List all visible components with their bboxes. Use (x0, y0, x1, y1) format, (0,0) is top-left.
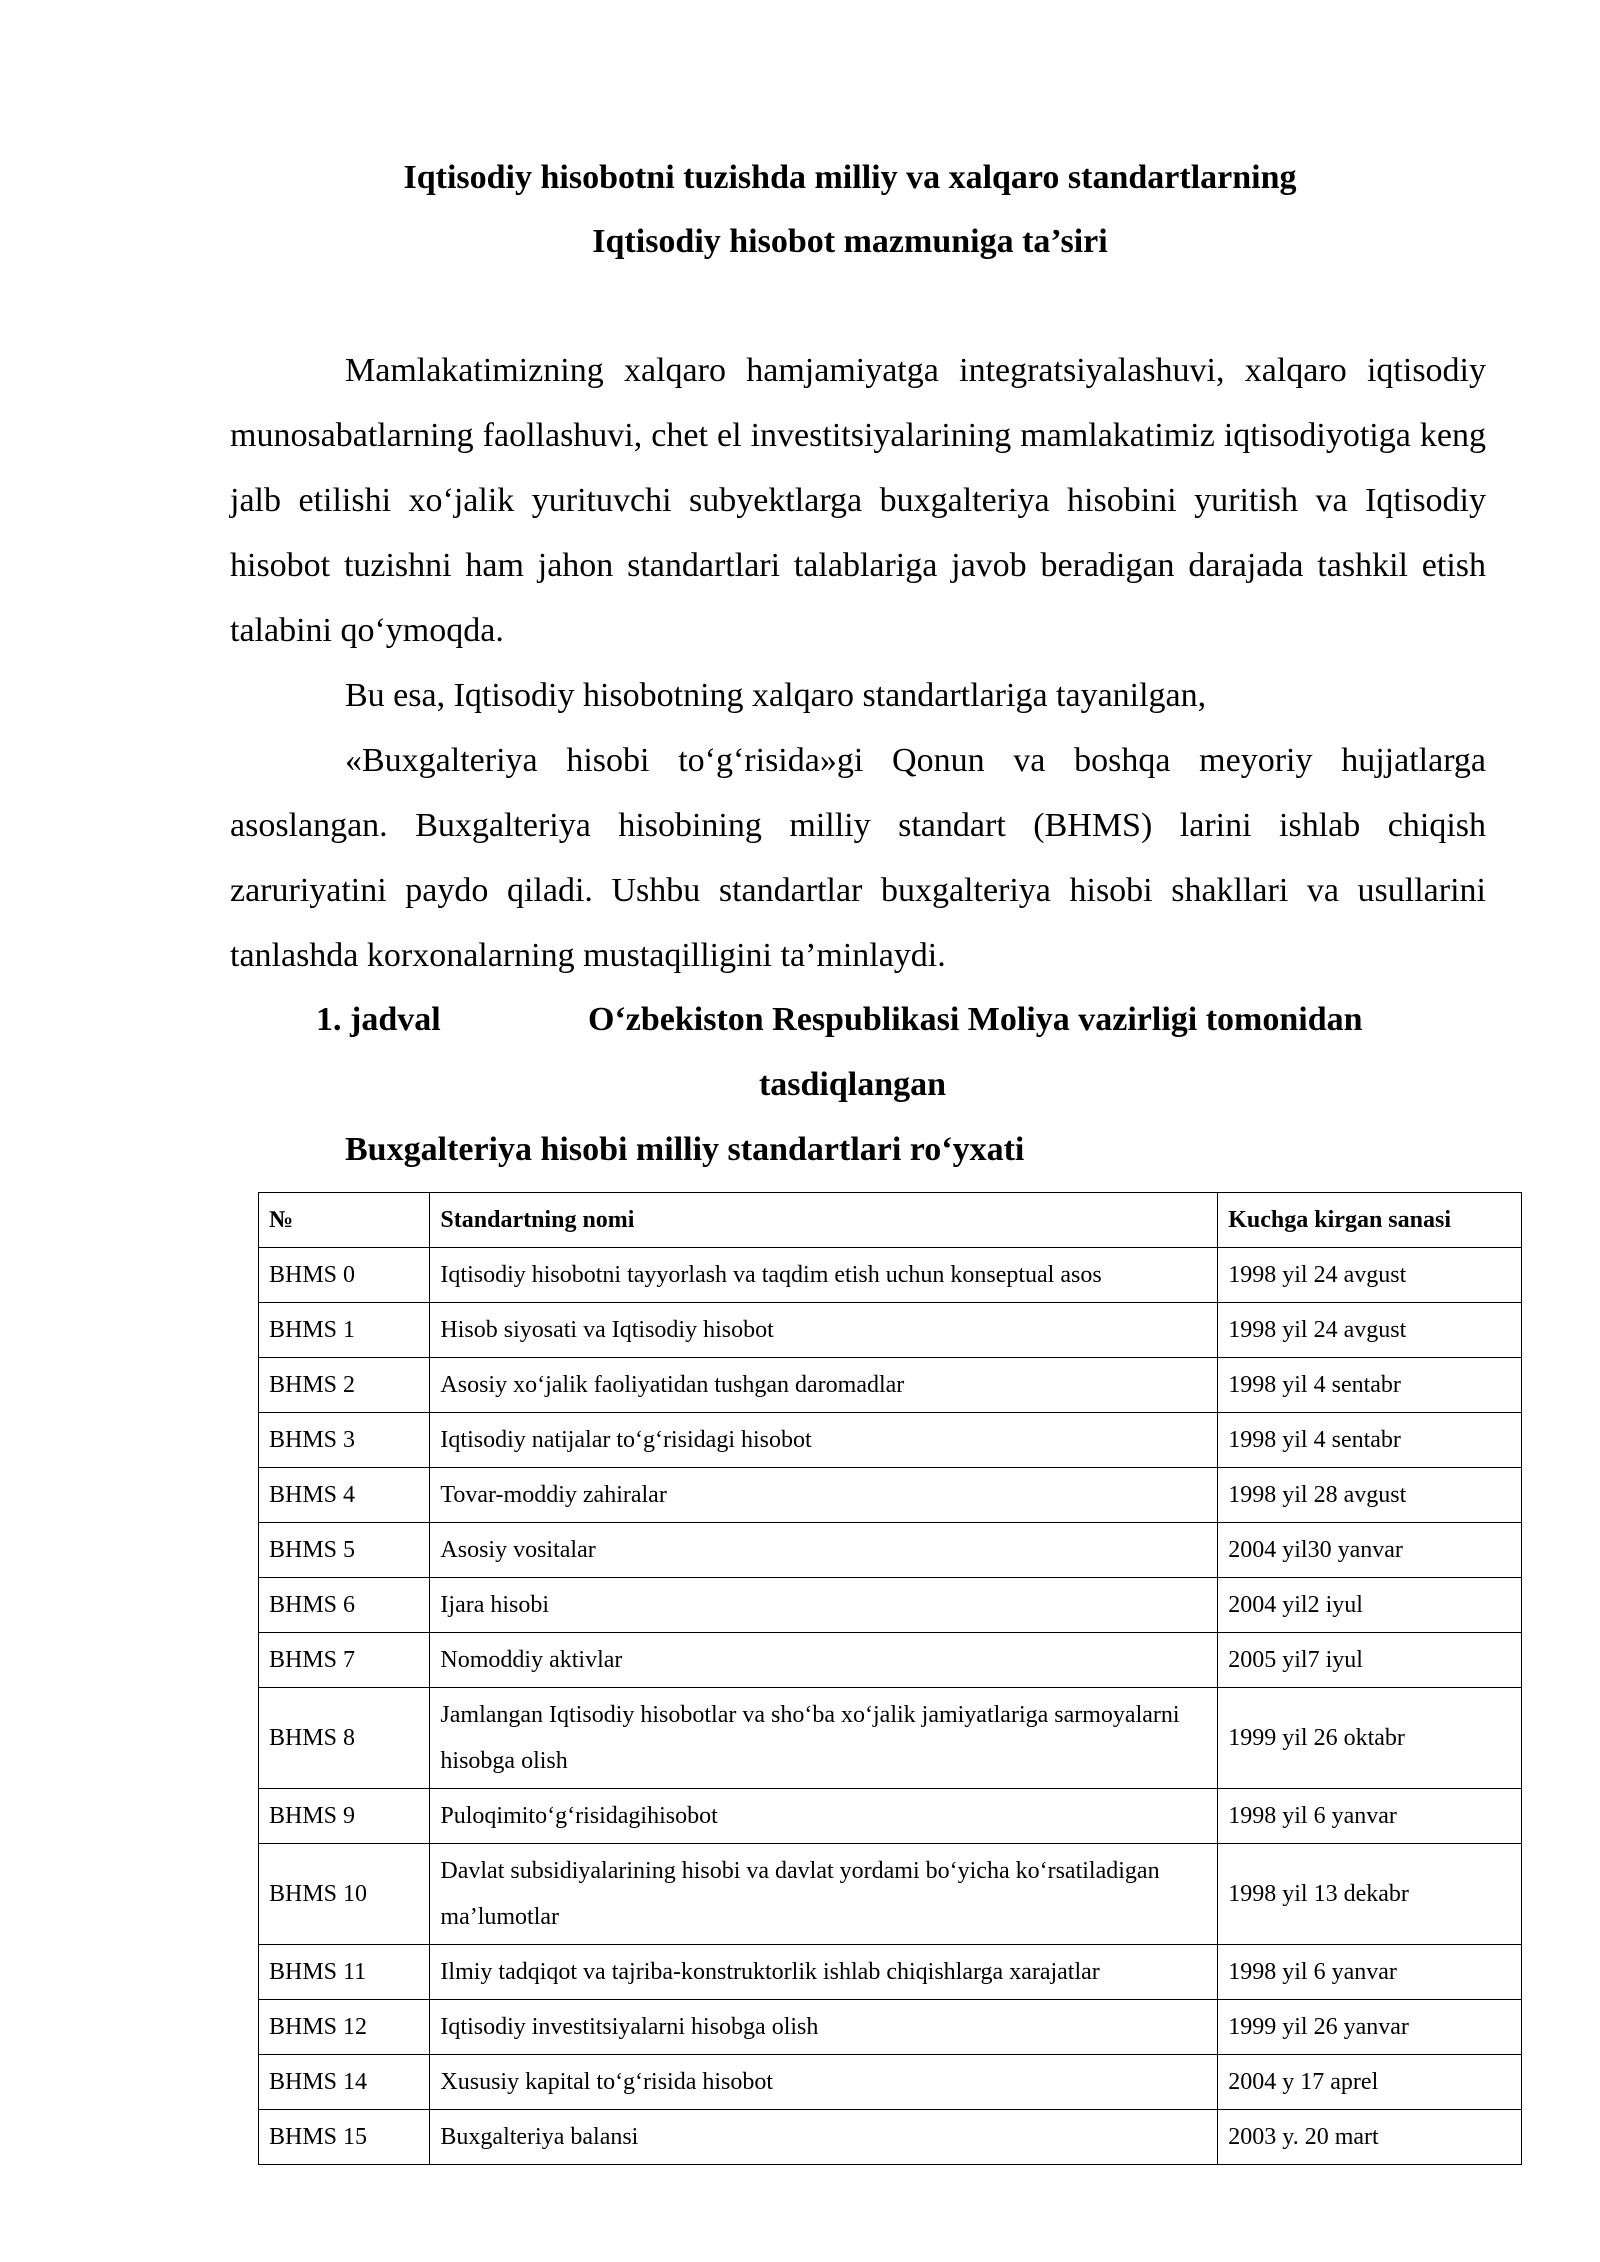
cell-code: BHMS 8 (259, 1688, 430, 1789)
header-effective-date: Kuchga kirgan sanasi (1218, 1193, 1522, 1248)
document-title-line-2: Iqtisodiy hisobot mazmuniga ta’siri (592, 223, 1108, 260)
table-row (259, 1468, 1522, 1523)
table-row (259, 2000, 1522, 2055)
cell-code: BHMS 3 (259, 1413, 430, 1468)
cell-effective-date: 1998 yil 4 sentabr (1218, 1413, 1522, 1468)
cell-code: BHMS 5 (259, 1523, 430, 1578)
header-number: № (259, 1193, 430, 1248)
header-standard-name: Standartning nomi (430, 1193, 1218, 1248)
table-row (259, 1358, 1522, 1413)
standards-table (258, 1192, 1522, 2165)
cell-standard-name: Asosiy vositalar (430, 1523, 1218, 1578)
table-row (259, 1523, 1522, 1578)
cell-effective-date: 1998 yil 4 sentabr (1218, 1358, 1522, 1413)
cell-standard-name: Davlat subsidiyalarining hisobi va davlat yordami bo‘yicha ko‘rsatiladigan ma’lumotlar (430, 1844, 1218, 1945)
table-row (259, 1248, 1522, 1303)
cell-standard-name: Hisob siyosati va Iqtisodiy hisobot (430, 1303, 1218, 1358)
cell-effective-date: 1998 yil 6 yanvar (1218, 1945, 1522, 2000)
cell-code: BHMS 11 (259, 1945, 430, 2000)
table-row (259, 1578, 1522, 1633)
table-row (259, 1789, 1522, 1844)
cell-code: BHMS 6 (259, 1578, 430, 1633)
cell-effective-date: 1999 yil 26 oktabr (1218, 1688, 1522, 1789)
cell-effective-date: 2004 yil2 iyul (1218, 1578, 1522, 1633)
cell-code: BHMS 7 (259, 1633, 430, 1688)
cell-standard-name: Ijara hisobi (430, 1578, 1218, 1633)
cell-effective-date: 1998 yil 28 avgust (1218, 1468, 1522, 1523)
cell-standard-name: Asosiy xo‘jalik faoliyatidan tushgan daromadlar (430, 1358, 1218, 1413)
cell-effective-date: 1999 yil 26 yanvar (1218, 2000, 1522, 2055)
cell-effective-date: 2005 yil7 iyul (1218, 1633, 1522, 1688)
cell-standard-name: Buxgalteriya balansi (430, 2110, 1218, 2165)
cell-code: BHMS 4 (259, 1468, 430, 1523)
cell-effective-date: 1998 yil 24 avgust (1218, 1248, 1522, 1303)
cell-effective-date: 1998 yil 13 dekabr (1218, 1844, 1522, 1945)
table-row (259, 1688, 1522, 1789)
cell-effective-date: 2004 y 17 aprel (1218, 2055, 1522, 2110)
cell-standard-name: Iqtisodiy natijalar to‘g‘risidagi hisobot (430, 1413, 1218, 1468)
cell-effective-date: 1998 yil 6 yanvar (1218, 1789, 1522, 1844)
table-caption-line-1: O‘zbekiston Respublikasi Moliya vazirligi tomonidan (588, 1001, 1363, 1038)
cell-code: BHMS 14 (259, 2055, 430, 2110)
cell-code: BHMS 9 (259, 1789, 430, 1844)
table-row (259, 2055, 1522, 2110)
cell-standard-name: Xususiy kapital to‘g‘risida hisobot (430, 2055, 1218, 2110)
table-row (259, 1413, 1522, 1468)
cell-effective-date: 2004 yil30 yanvar (1218, 1523, 1522, 1578)
table-row (259, 2110, 1522, 2165)
table-header-row (259, 1193, 1522, 1248)
table-row (259, 1633, 1522, 1688)
table-number: 1. jadval (316, 1001, 441, 1038)
cell-code: BHMS 2 (259, 1358, 430, 1413)
cell-code: BHMS 0 (259, 1248, 430, 1303)
paragraph-standards (230, 663, 1486, 988)
table-list-title: Buxgalteriya hisobi milliy standartlari ro‘yxati (345, 1131, 1025, 1168)
table-caption-line-2: tasdiqlangan (758, 1066, 947, 1103)
cell-standard-name: Puloqimito‘g‘risidagihisobot (430, 1789, 1218, 1844)
cell-effective-date: 2003 y. 20 mart (1218, 2110, 1522, 2165)
table-row (259, 1844, 1522, 1945)
paragraph-standards-text: «Buxgalteriya hisobi to‘g‘risida»gi Qonun va boshqa meyoriy hujjatlarga asoslangan. Buxgalteriya hisobining milliy standart (BHMS) larini ishlab chiqish zaruriyatini paydo qiladi. Ushbu standartlar buxgalteriya hisobi shakllari va usullarini tanlashda korxonalarning mustaqilligini ta’minlaydi. (230, 742, 1486, 974)
paragraph-standards-line-1: Bu esa, Iqtisodiy hisobotning xalqaro standartlariga tayanilgan, (345, 677, 1207, 714)
cell-standard-name: Nomoddiy aktivlar (430, 1633, 1218, 1688)
paragraph-intro-text: Mamlakatimizning xalqaro hamjamiyatga integratsiyalashuvi, xalqaro iqtisodiy munosabatlarning faollashuvi, chet el investitsiyalarining mamlakatimiz iqtisodiyotiga keng jalb etilishi xo‘jalik yurituvchi subyektlarga buxgalteriya hisobini yuritish va Iqtisodiy hisobot tuzishni ham jahon standartlari talablariga javob beradigan darajada tashkil etish talabini qo‘ymoqda. (230, 352, 1486, 649)
cell-standard-name: Iqtisodiy investitsiyalarni hisobga olish (430, 2000, 1218, 2055)
cell-standard-name: Jamlangan Iqtisodiy hisobotlar va sho‘ba xo‘jalik jamiyatlariga sarmoyalarni hisobga olish (430, 1688, 1218, 1789)
cell-effective-date: 1998 yil 24 avgust (1218, 1303, 1522, 1358)
cell-code: BHMS 15 (259, 2110, 430, 2165)
cell-standard-name: Ilmiy tadqiqot va tajriba-konstruktorlik ishlab chiqishlarga xarajatlar (430, 1945, 1218, 2000)
cell-code: BHMS 10 (259, 1844, 430, 1945)
table-body (259, 1248, 1522, 2165)
table-row (259, 1303, 1522, 1358)
table-row (259, 1945, 1522, 2000)
cell-standard-name: Tovar-moddiy zahiralar (430, 1468, 1218, 1523)
paragraph-intro (230, 338, 1486, 663)
cell-standard-name: Iqtisodiy hisobotni tayyorlash va taqdim etish uchun konseptual asos (430, 1248, 1218, 1303)
cell-code: BHMS 12 (259, 2000, 430, 2055)
document-title-line-1: Iqtisodiy hisobotni tuzishda milliy va xalqaro standartlarning (403, 159, 1297, 196)
cell-code: BHMS 1 (259, 1303, 430, 1358)
